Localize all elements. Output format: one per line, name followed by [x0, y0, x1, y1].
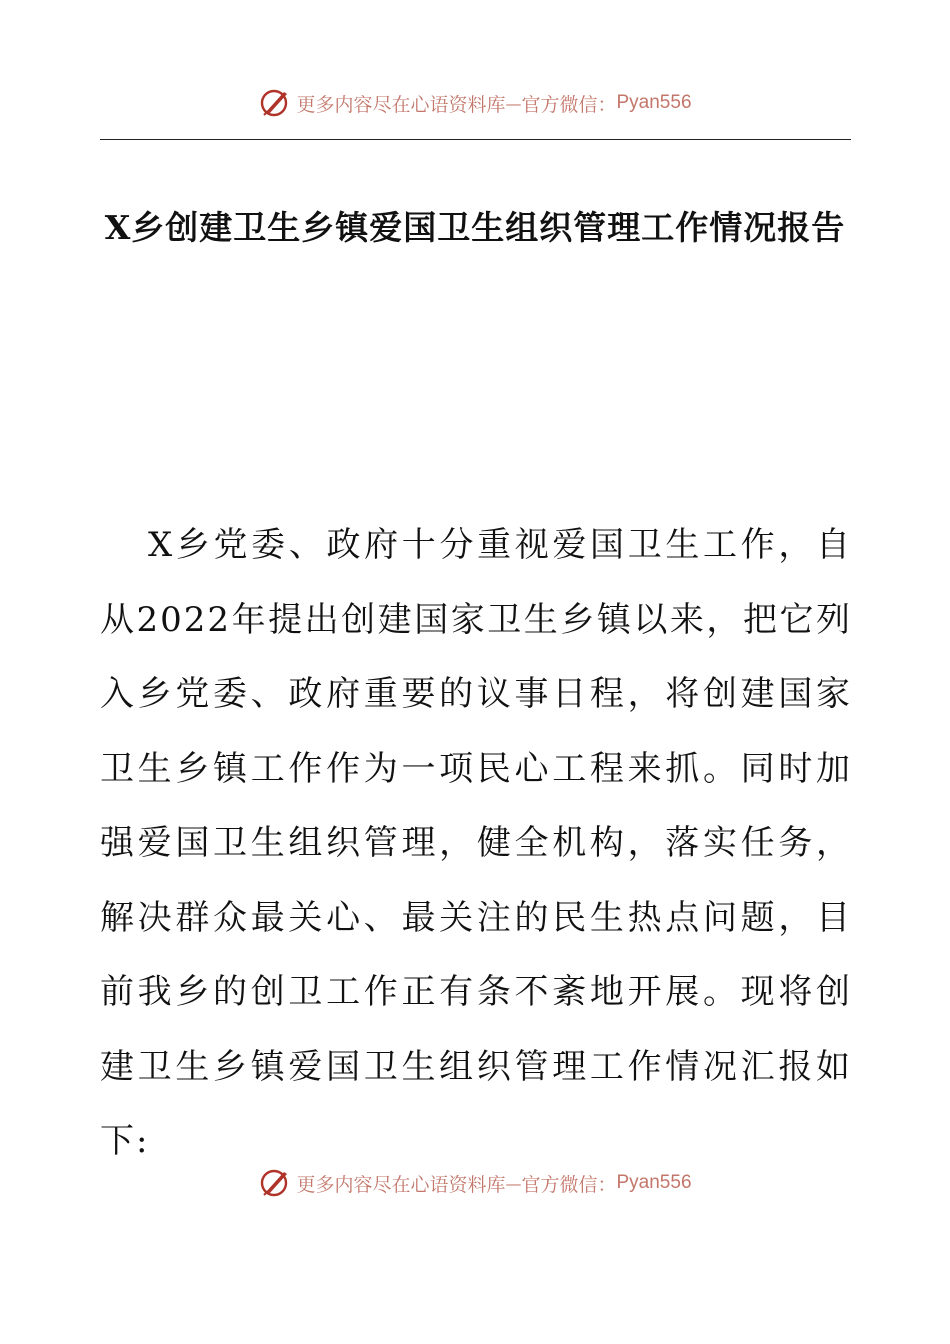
banner-wechat-label: 官方微信： — [521, 93, 617, 116]
banner-text: 更多内容尽在心语资料库 — [296, 1173, 506, 1196]
banner-wechat-id: Pyan556 — [616, 1172, 692, 1193]
header-divider — [100, 139, 851, 140]
banner-wechat-id: Pyan556 — [616, 92, 692, 113]
document-title: X乡创建卫生乡镇爱国卫生组织管理工作情况报告 — [104, 208, 846, 247]
body-paragraph: X乡党委、政府十分重视爱国卫生工作，自从2022年提出创建国家卫生乡镇以来，把它列入乡党委、政府重要的议事日程，将创建国家卫生乡镇工作作为一项民心工程来抓。同时加强爱国卫生组织管理，健全机构，落实任务，解决群众最关心、最关注的民生热点问题，目前我乡的创卫工作正有条不紊地开展。现将创建卫生乡镇爱国卫生组织管理工作情况汇报如下: — [100, 525, 852, 1161]
header-banner — [0, 83, 950, 123]
banner-text: 更多内容尽在心语资料库 — [296, 93, 506, 116]
footer-banner — [0, 1163, 950, 1203]
banner-separator: — — [505, 1173, 522, 1193]
banner-wechat-label: 官方微信： — [521, 1173, 617, 1196]
quill-logo-icon — [258, 1166, 292, 1200]
banner-separator: — — [505, 93, 522, 113]
quill-logo-icon — [258, 86, 292, 120]
